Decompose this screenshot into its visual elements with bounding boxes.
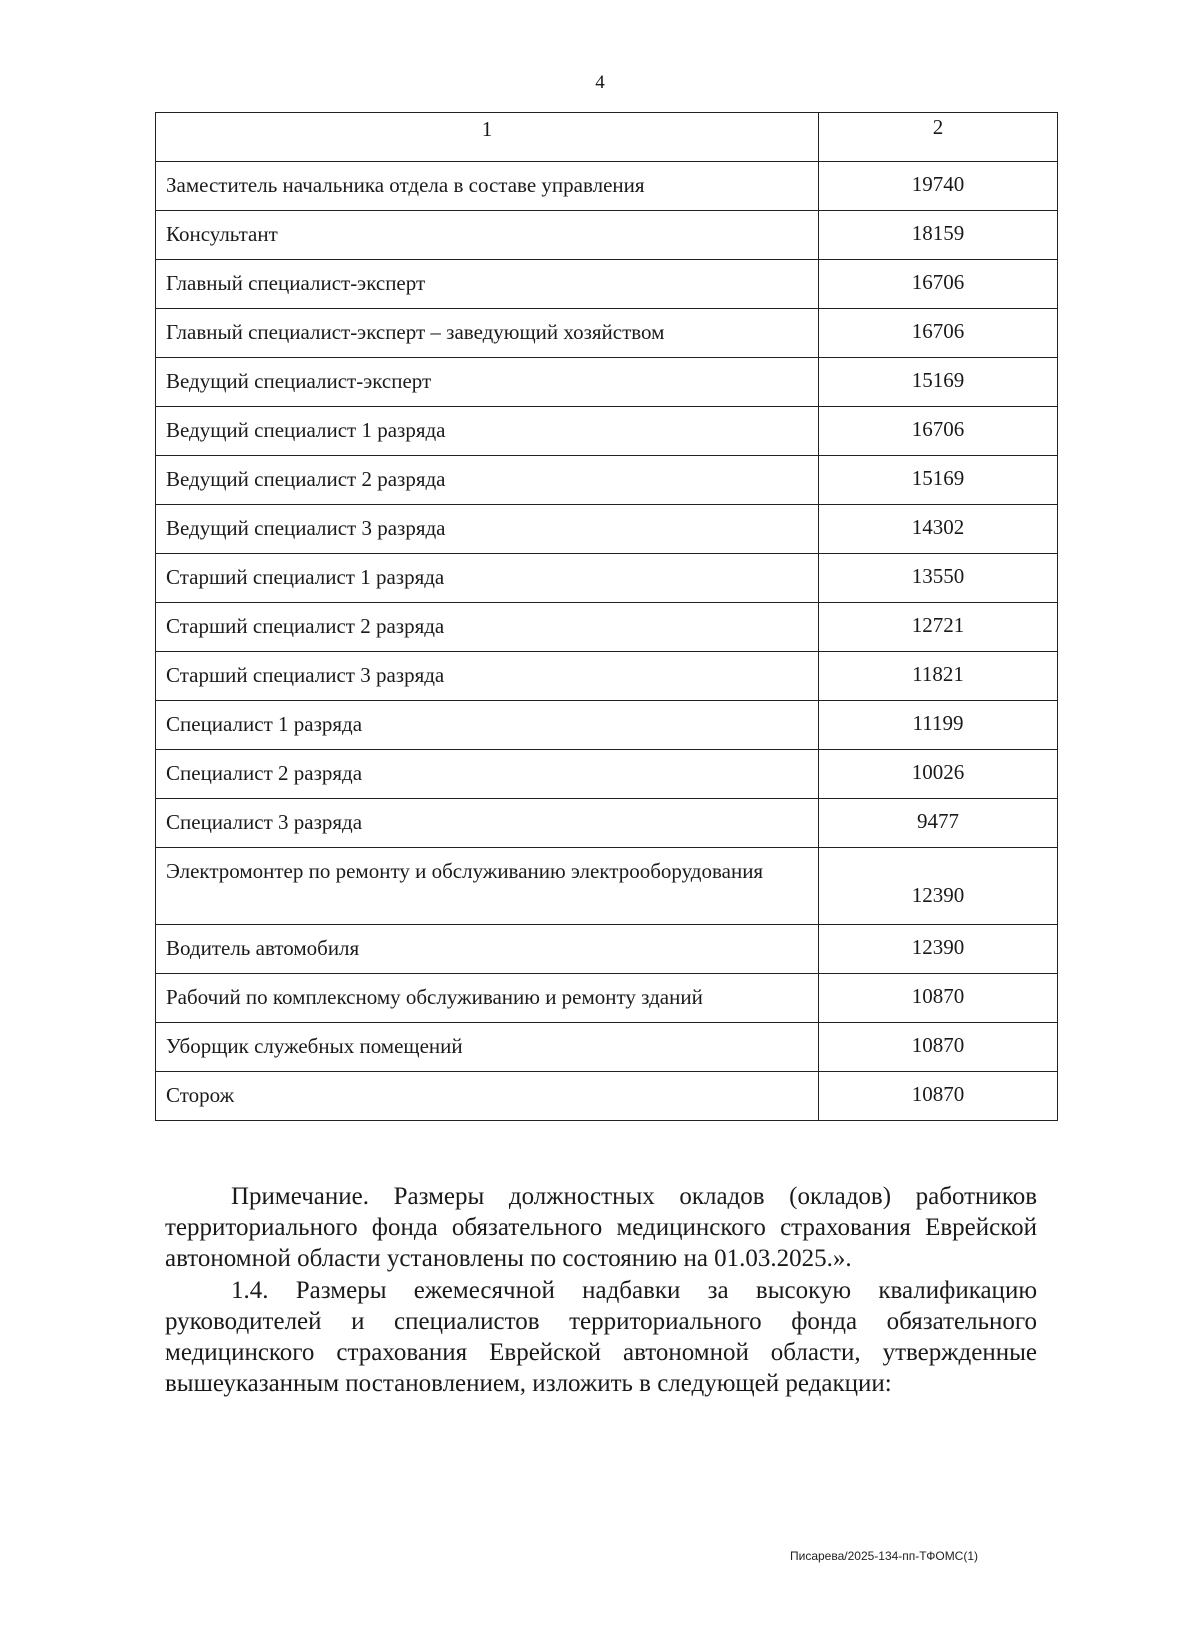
salary-cell: 13550 — [819, 554, 1058, 603]
salary-cell: 10870 — [819, 1072, 1058, 1121]
salary-cell: 12390 — [819, 925, 1058, 974]
position-cell: Главный специалист-эксперт – заведующий хозяйством — [156, 309, 819, 358]
position-cell: Электромонтер по ремонту и обслуживанию электрооборудования — [156, 848, 819, 925]
position-cell: Водитель автомобиля — [156, 925, 819, 974]
table-row — [156, 162, 1058, 211]
salary-cell: 15169 — [819, 456, 1058, 505]
note-paragraph: Примечание. Размеры должностных окладов (окладов) работников территориального фонда обязательного медицинского страхования Еврейской автономной области установлены по состоянию на 01.03.2025.». — [165, 1183, 1037, 1272]
position-cell: Ведущий специалист 2 разряда — [156, 456, 819, 505]
table-row — [156, 554, 1058, 603]
position-cell: Специалист 1 разряда — [156, 701, 819, 750]
position-cell: Ведущий специалист 3 разряда — [156, 505, 819, 554]
table-row — [156, 799, 1058, 848]
column-header-1: 1 — [156, 113, 819, 162]
salary-cell: 9477 — [819, 799, 1058, 848]
position-cell: Старший специалист 3 разряда — [156, 652, 819, 701]
page-number: 4 — [595, 72, 605, 93]
table-row — [156, 211, 1058, 260]
position-cell: Ведущий специалист-эксперт — [156, 358, 819, 407]
table-row — [156, 848, 1058, 925]
salary-cell: 12721 — [819, 603, 1058, 652]
table-row — [156, 750, 1058, 799]
document-reference: Писарева/2025-134-пп-ТФОМС(1) — [790, 1549, 979, 1563]
table-row — [156, 505, 1058, 554]
position-cell: Уборщик служебных помещений — [156, 1023, 819, 1072]
position-cell: Специалист 3 разряда — [156, 799, 819, 848]
salary-cell: 10870 — [819, 1023, 1058, 1072]
table-row — [156, 456, 1058, 505]
table-row — [156, 309, 1058, 358]
position-cell: Специалист 2 разряда — [156, 750, 819, 799]
position-cell: Главный специалист-эксперт — [156, 260, 819, 309]
position-cell: Сторож — [156, 1072, 819, 1121]
salary-table — [155, 112, 1058, 1121]
table-row — [156, 358, 1058, 407]
salary-cell: 19740 — [819, 162, 1058, 211]
position-cell: Старший специалист 2 разряда — [156, 603, 819, 652]
salary-cell: 10870 — [819, 974, 1058, 1023]
salary-cell: 15169 — [819, 358, 1058, 407]
position-cell: Ведущий специалист 1 разряда — [156, 407, 819, 456]
salary-cell: 11199 — [819, 701, 1058, 750]
position-cell: Старший специалист 1 разряда — [156, 554, 819, 603]
position-cell: Рабочий по комплексному обслуживанию и ремонту зданий — [156, 974, 819, 1023]
table-row — [156, 407, 1058, 456]
table-row — [156, 701, 1058, 750]
table-row — [156, 652, 1058, 701]
clause-paragraph: 1.4. Размеры ежемесячной надбавки за высокую квалификацию руководителей и специалистов территориального фонда обязательного медицинского страхования Еврейской автономной области, утвержденные вышеуказанным постановлением, изложить в следующей редакции: — [165, 1277, 1037, 1397]
table-row — [156, 260, 1058, 309]
position-cell: Консультант — [156, 211, 819, 260]
salary-cell: 12390 — [819, 848, 1058, 925]
table-row — [156, 603, 1058, 652]
table-row — [156, 925, 1058, 974]
salary-cell: 14302 — [819, 505, 1058, 554]
salary-cell: 18159 — [819, 211, 1058, 260]
table-row — [156, 1072, 1058, 1121]
salary-cell: 16706 — [819, 309, 1058, 358]
salary-cell: 10026 — [819, 750, 1058, 799]
table-header-row — [156, 113, 1058, 162]
table-row — [156, 1023, 1058, 1072]
salary-cell: 16706 — [819, 407, 1058, 456]
salary-cell: 11821 — [819, 652, 1058, 701]
column-header-2: 2 — [819, 113, 1058, 162]
position-cell: Заместитель начальника отдела в составе управления — [156, 162, 819, 211]
table-row — [156, 974, 1058, 1023]
salary-cell: 16706 — [819, 260, 1058, 309]
